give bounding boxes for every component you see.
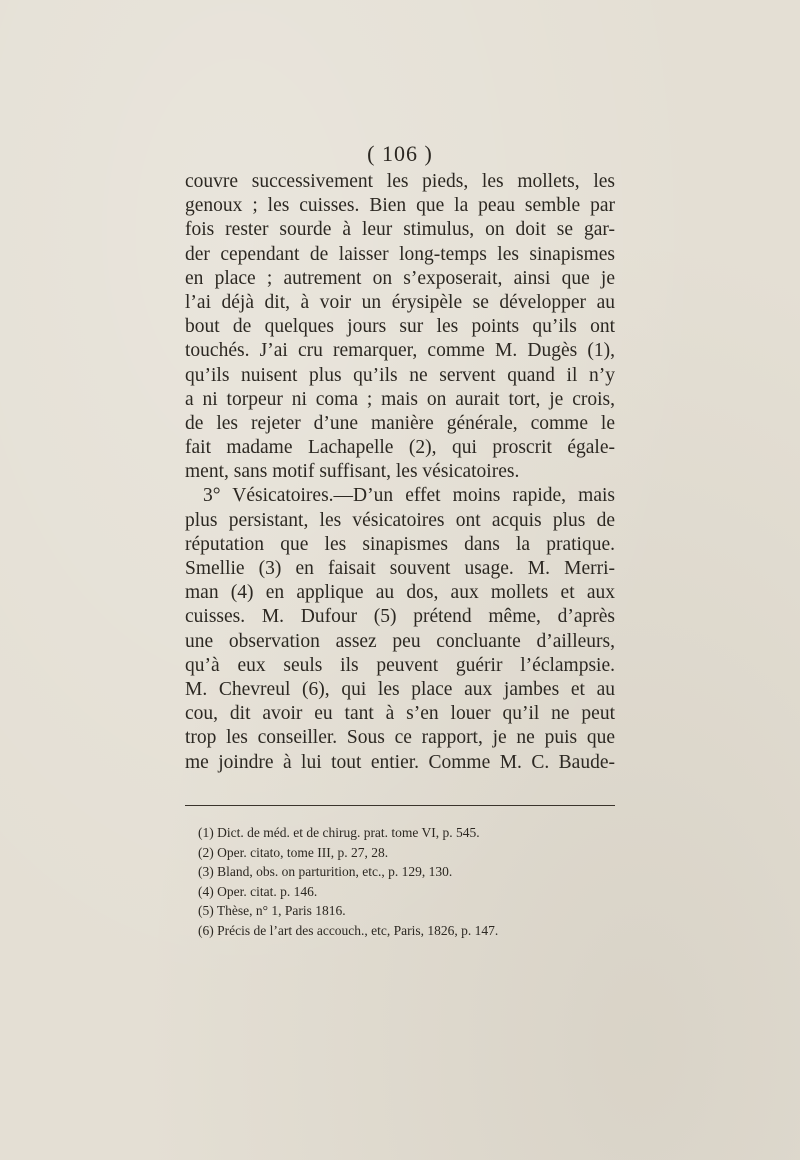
text-line: cuisses. M. Dufour (5) prétend même, d’après <box>185 606 615 628</box>
text-line: couvre successivement les pieds, les mollets, les <box>185 171 615 192</box>
text-line: qu’ils nuisent plus qu’ils ne servent quand il n’y <box>185 364 615 386</box>
text-line: bout de quelques jours sur les points qu’ils ont <box>185 316 615 338</box>
text-line: touchés. J’ai cru remarquer, comme M. Dugès (1), <box>185 340 615 362</box>
text-line: der cependant de laisser long-temps les sinapismes <box>185 243 615 265</box>
text-line: qu’à eux seuls ils peuvent guérir l’éclampsie. <box>185 654 615 676</box>
text-line: genoux ; les cuisses. Bien que la peau semble par <box>185 195 615 217</box>
text-line: cou, dit avoir eu tant à s’en louer qu’il ne peut <box>185 703 615 725</box>
text-line: réputation que les sinapismes dans la pratique. <box>185 533 615 555</box>
main-text-block <box>185 170 615 775</box>
section-heading-line: 3° Vésicatoires.—D’un effet moins rapide, mais <box>203 485 615 507</box>
footnote: (5) Thèse, n° 1, Paris 1816. <box>198 903 346 918</box>
text-line: fait madame Lachapelle (2), qui proscrit égale- <box>185 437 615 459</box>
text-line: a ni torpeur ni coma ; mais on aurait tort, je crois, <box>185 388 615 410</box>
footnote: (4) Oper. citat. p. 146. <box>198 883 318 899</box>
text-line: M. Chevreul (6), qui les place aux jambes et au <box>185 678 615 700</box>
text-line: l’ai déjà dit, à voir un érysipèle se développer au <box>185 291 615 313</box>
text-line: me joindre à lui tout entier. Comme M. C. Baude- <box>185 751 615 773</box>
footnote: (6) Précis de l’art des accouch., etc, Paris, 1826, p. 147. <box>198 922 499 938</box>
text-line: en place ; autrement on s’exposerait, ainsi que je <box>185 267 615 289</box>
footnote: (3) Bland, obs. on parturition, etc., p. 129, 130. <box>198 864 453 879</box>
footnotes <box>198 823 618 940</box>
text-line: fois rester sourde à leur stimulus, on doit se gar- <box>185 219 615 241</box>
text-line: ment, sans motif suffisant, les vésicatoires. <box>185 461 520 483</box>
text-line: Smellie (3) en faisait souvent usage. M. Merri- <box>185 558 615 579</box>
text-line: de les rejeter d’une manière générale, comme le <box>185 412 615 434</box>
text-line: plus persistant, les vésicatoires ont acquis plus de <box>185 509 615 531</box>
footnote: (2) Oper. citato, tome III, p. 27, 28. <box>198 844 389 860</box>
footnote-divider <box>185 805 615 806</box>
page-number-header: ( 106 ) <box>367 141 433 166</box>
text-line: une observation assez peu concluante d’ailleurs, <box>185 630 615 652</box>
text-line: man (4) en applique au dos, aux mollets et aux <box>185 582 615 604</box>
footnote: (1) Dict. de méd. et de chirug. prat. tome VI, p. 545. <box>198 825 480 840</box>
text-line: trop les conseiller. Sous ce rapport, je ne puis que <box>185 727 615 749</box>
